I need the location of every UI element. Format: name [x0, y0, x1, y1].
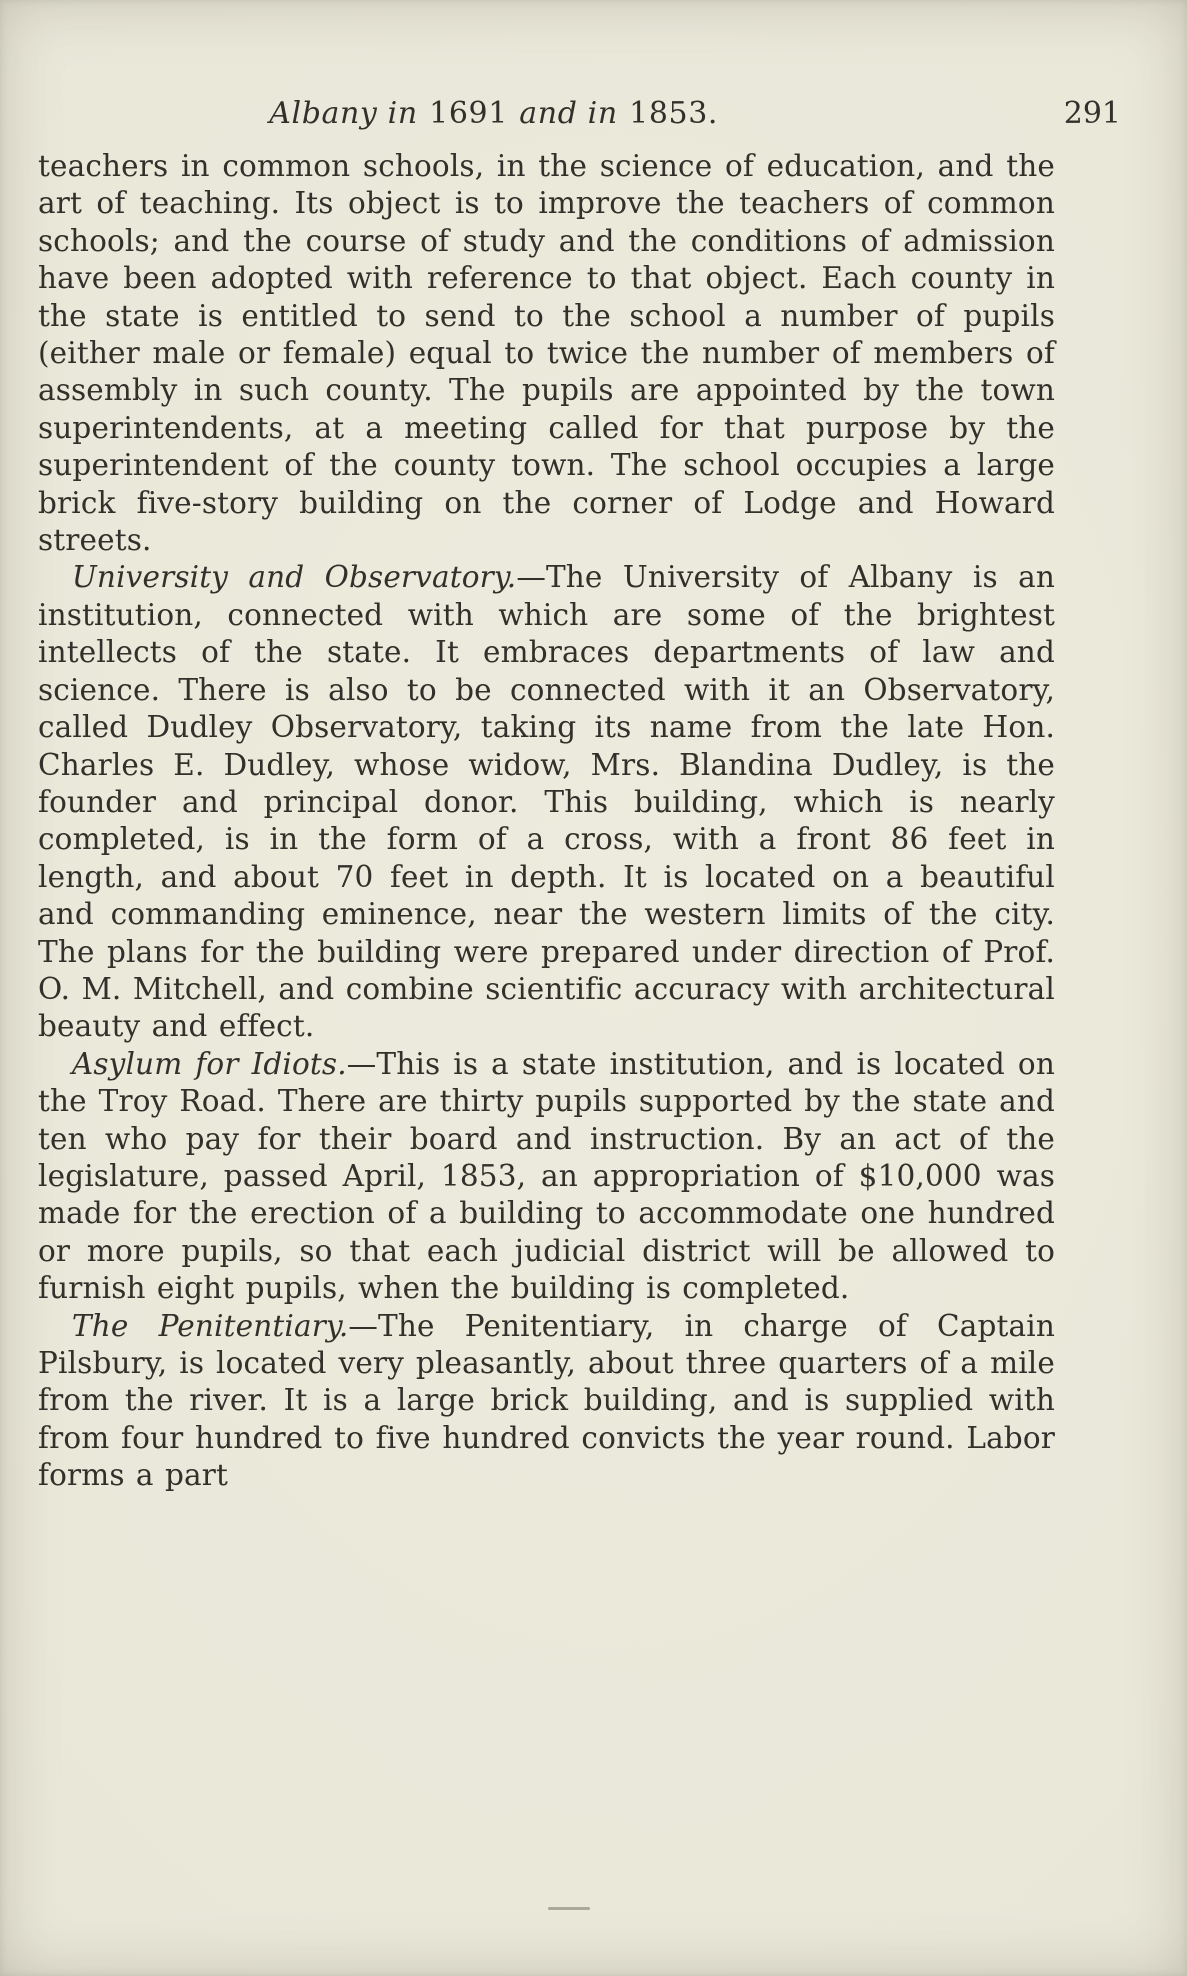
paragraph-penitentiary — [38, 1308, 1055, 1495]
paragraph-continuation — [38, 148, 1055, 559]
page-header — [40, 96, 1121, 140]
page-body — [38, 148, 1055, 1495]
page-number: 291 — [1063, 96, 1121, 131]
paragraph-text: teachers in common schools, in the science of education, and the art of teaching. Its object is to improve the teachers of common schools; and the course of study and the conditions of admission have been adopted with reference to that object. Each county in the state is entitled to send to the school a number of pupils (either male or female) equal to twice the number of members of assembly in such county. The pupils are appointed by the town superintendents, at a meeting called for that purpose by the superintendent of the county town. The school occupies a large brick five-story building on the corner of Lodge and Howard streets. — [38, 149, 1055, 558]
running-title-year-2: 1853. — [629, 96, 719, 131]
paragraph-lead: University and Observatory. — [71, 560, 517, 595]
paragraph-lead: Asylum for Idiots. — [71, 1046, 347, 1081]
running-title-year-1: 1691 — [429, 96, 508, 131]
paragraph-university-observatory — [38, 559, 1055, 1045]
paragraph-text: —The Penitentiary, in charge of Captain Pilsbury, is located very pleasantly, about three quarters of a mile from the river. It is a large brick building, and is supplied with from four hundred to five hundred convicts the year round. Labor forms a part — [38, 1308, 1056, 1493]
paragraph-text: —This is a state institution, and is located on the Troy Road. There are thirty pupils supported by the state and ten who pay for their board and instruction. By an act of the legislature, passed April, 1853, an appropriation of $10,000 was made for the erection of a building to accommodate one hundred or more pupils, so that each judicial district will be allowed to furnish eight pupils, when the building is completed. — [38, 1046, 1055, 1306]
running-title — [269, 96, 718, 131]
ink-smudge — [548, 1907, 590, 1910]
paragraph-asylum-for-idiots — [38, 1046, 1055, 1308]
running-title-italic-1: Albany in — [269, 96, 418, 131]
running-title-italic-2: and in — [519, 96, 618, 131]
paragraph-text: —The University of Albany is an institution, connected with which are some of the brightest intellects of the state. It embraces departments of law and science. There is also to be connected with it an Observatory, called Dudley Observatory, taking its name from the late Hon. Charles E. Dudley, whose widow, Mrs. Blandina Dudley, is the founder and principal donor. This building, which is nearly completed, is in the form of a cross, with a front 86 feet in length, and about 70 feet in depth. It is located on a beautiful and commanding eminence, near the western limits of the city. The plans for the building were prepared under direction of Prof. O. M. Mitchell, and combine scientific accuracy with architectural beauty and effect. — [38, 560, 1055, 1044]
paragraph-lead: The Penitentiary. — [71, 1308, 349, 1343]
